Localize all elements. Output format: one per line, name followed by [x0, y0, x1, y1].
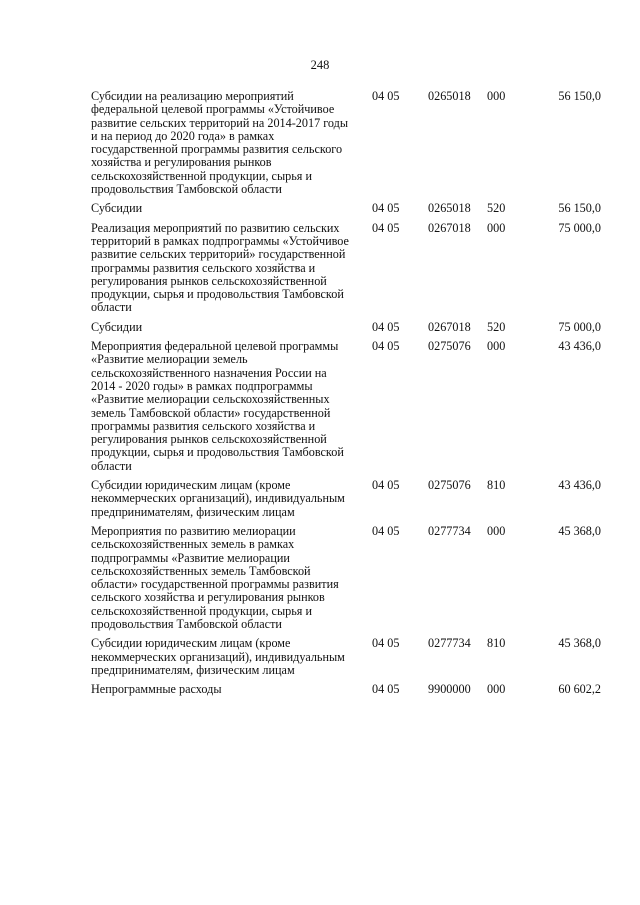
target-article-code: 0265018 — [428, 89, 471, 103]
table-row — [91, 202, 601, 215]
amount: 43 436,0 — [558, 339, 601, 354]
expense-name: Мероприятия по развитию мелиорации сельскохозяйственных земель в рамках подпрограммы «Развитие мелиорации сельскохозяйственных земель Тамбовской области» государственной программы развития сельского хозяйства и регулирования рынков сельскохозяйственной продукции, сырья и продовольствия Тамбовской области — [91, 523, 339, 631]
amount: 56 150,0 — [558, 201, 601, 216]
expense-name: Непрограммные расходы — [91, 682, 222, 697]
section-code: 04 05 — [372, 220, 400, 235]
expense-type-code: 520 — [487, 319, 506, 334]
section-code: 04 05 — [372, 478, 400, 493]
target-article-code: 0265018 — [428, 201, 471, 216]
section-code: 04 05 — [372, 319, 400, 334]
page-number: 248 — [310, 58, 330, 72]
table-row — [91, 637, 601, 677]
expense-name: Субсидии юридическим лицам (кроме некоммерческих организаций), индивидуальным предпринимателям, физическим лицам — [91, 636, 345, 677]
expense-name: Субсидии на реализацию мероприятий федеральной целевой программы «Устойчивое развитие сельских территорий на 2014-2017 годы и на период до 2020 года» в рамках государственной программы развития сельского хозяйства и регулирования рынков сельскохозяйственной продукции, сырья и продовольствия Тамбовской области — [91, 89, 349, 197]
expense-type-code: 000 — [487, 89, 506, 103]
target-article-code: 0277734 — [428, 523, 471, 538]
expense-type-code: 000 — [487, 682, 506, 697]
target-article-code: 0275076 — [428, 478, 471, 493]
expense-type-code: 520 — [487, 201, 506, 216]
section-code: 04 05 — [372, 682, 400, 697]
table-row — [91, 479, 601, 519]
section-code: 04 05 — [372, 89, 400, 103]
table-row — [91, 340, 601, 473]
amount: 75 000,0 — [558, 220, 601, 235]
table-row — [91, 525, 601, 631]
target-article-code: 0275076 — [428, 339, 471, 354]
target-article-code: 0267018 — [428, 319, 471, 334]
expense-type-code: 000 — [487, 523, 506, 538]
amount: 60 602,2 — [558, 682, 601, 697]
expense-name: Субсидии — [91, 201, 143, 216]
table-row — [91, 90, 601, 196]
expense-type-code: 000 — [487, 339, 506, 354]
amount: 45 368,0 — [558, 523, 601, 538]
section-code: 04 05 — [372, 636, 400, 651]
table-row — [91, 683, 601, 696]
expense-type-code: 810 — [487, 478, 506, 493]
target-article-code: 0277734 — [428, 636, 471, 651]
table-row — [91, 321, 601, 334]
target-article-code: 0267018 — [428, 220, 471, 235]
section-code: 04 05 — [372, 201, 400, 216]
expense-type-code: 810 — [487, 636, 506, 651]
budget-table — [91, 90, 601, 702]
section-code: 04 05 — [372, 523, 400, 538]
expense-type-code: 000 — [487, 220, 506, 235]
amount: 45 368,0 — [558, 636, 601, 651]
amount: 56 150,0 — [558, 89, 601, 103]
expense-name: Субсидии — [91, 319, 143, 334]
target-article-code: 9900000 — [428, 682, 471, 697]
amount: 75 000,0 — [558, 319, 601, 334]
section-code: 04 05 — [372, 339, 400, 354]
table-row — [91, 222, 601, 315]
expense-name: Мероприятия федеральной целевой программы «Развитие мелиорации земель сельскохозяйственного назначения России на 2014 - 2020 годы» в рамках подпрограммы «Развитие мелиорации сельскохозяйственных земель Тамбовской области» государственной программы развития сельского хозяйства и регулирования рынков сельскохозяйственной продукции, сырья и продовольствия Тамбовской области — [91, 339, 344, 473]
expense-name: Реализация мероприятий по развитию сельских территорий в рамках подпрограммы «Устойчивое развитие сельских территорий» государственной программы развития сельского хозяйства и регулирования рынков сельскохозяйственной продукции, сырья и продовольствия Тамбовской области — [91, 220, 349, 315]
expense-name: Субсидии юридическим лицам (кроме некоммерческих организаций), индивидуальным предпринимателям, физическим лицам — [91, 478, 345, 519]
amount: 43 436,0 — [558, 478, 601, 493]
